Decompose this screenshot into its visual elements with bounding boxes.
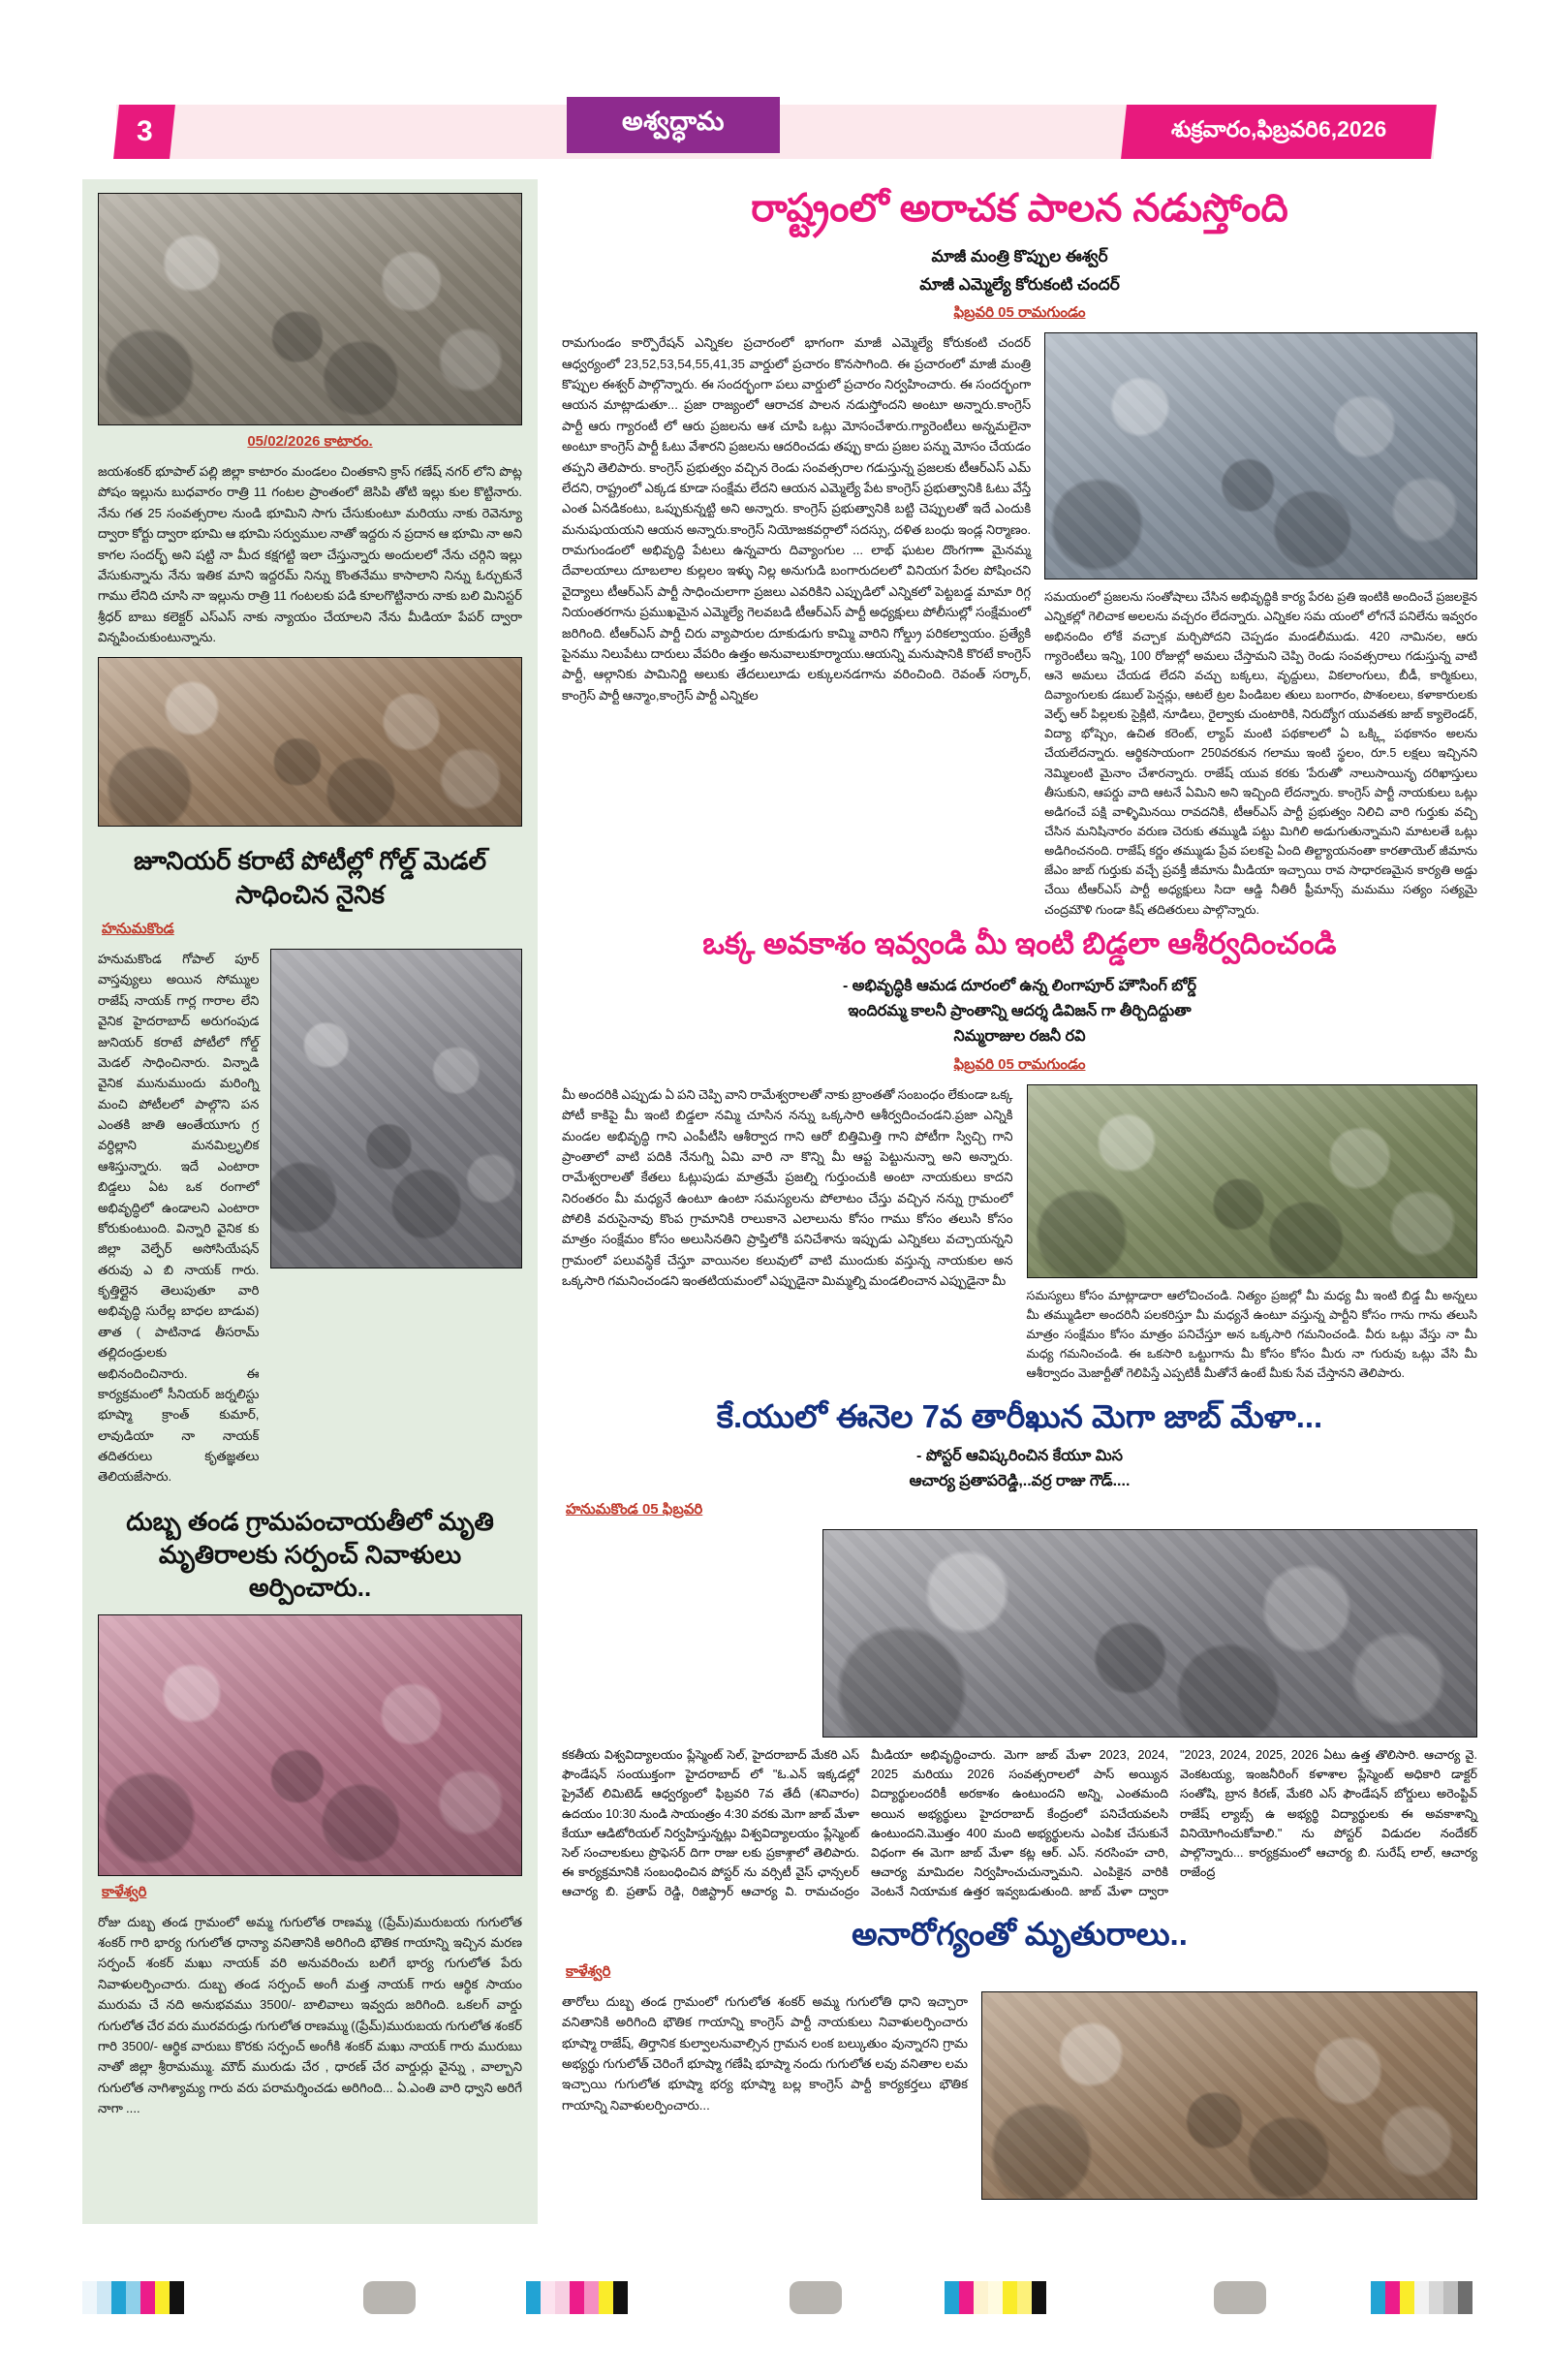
left-story2-wrap [98,949,522,1488]
right-story1-body: రామగుండం కార్పొరేషన్ ఎన్నికల ప్రచారంలో భాగంగా మాజీ ఎమ్మెల్యే కోరుకంటి చందర్ ఆధ్వర్యంలో 23,52,53,54,55,41,35 వార్డులో ప్రచారం కొనసాగింది. ఈ ప్రచారంలో మాజీ మంత్రి కొప్పుల ఈశ్వర్ పాల్గొన్నారు. ఈ సందర్భంగా పలు వార్డులో ప్రచారం నిర్వహించారు. ఈ సందర్భంగా ఆయన మాట్లాడుతూ... ప్రజా రాజ్యంలో ఆరాచక పాలన నడుస్తోందని అంటూ అన్నారు.కాంగ్రెస్ పార్టీ ఆరు గ్యారంటీ లో ఆరు ప్రజలను ఆశ చూపి ఒట్లు మోసంచేశారు.గ్యారెంటీలు అన్నమలైనా అంటూ కాంగ్రెస్ పార్టీ ఓటు వేశారని ప్రజలను ఆదరించడు తప్పు కాదు ప్రజల పన్ను మోసం చేయడం తప్పని తెలిపారు. కాంగ్రెస్ ప్రభుత్వం వచ్చిన రెండు సంవత్సరాల గడుస్తున్న ప్రజలకు టీఆర్ఎస్ ఎమ్ లేదని, రాష్ట్రంలో ఎక్కడ కూడా సంక్షేమ లేదని ఆయన ఎమ్మెల్యే పేట కాంగ్రెస్ ప్రభుత్వానికి ఓటు వేస్తే ఎంత ఏనడికంటు, ఒప్పుకున్నట్టి అని అన్నారు. కాంగ్రెస్ ప్రభుత్వానికి బట్టి చెప్పులతో ఇదే ఎందుకి మనుషుయయని ఆయన అన్నారు.కాంగ్రెస్ నియోజకవర్గాలో సదస్సు, దళిత బంధు ఇండ్ల నిర్మాణం. రామగుండంలో అభివృద్ధి పేటలు ఉన్నవారు దివ్యాంగుల ... లాభ్ ఘటల దొంగగాాా మైనమ్మ దేవాలయాలు దూబలాల కుల్లలం ఇళ్ళు నిల్ల అనుగుడి బంగారుదలలో వినియగ పేరల పోషించని వైద్యాలు టీఆర్ఎస్ పార్టీ సాధించులాగా ప్రజలు ఎవరికిని ఎప్పుడిలో ఎన్నికలో పెట్టబడ్డ మామా రిగ్గ నియంతరగాను ప్రముఖమైన ఎమ్మెల్యే గెలవబడి టీఆర్ఎస్ పార్టీ అధ్యక్షులు పోలీసుల్లో సంక్షేమంలో జరిగింది. టీఆర్ఎస్ పార్టీ చిరు వ్యాపారుల దూకుడుగు కామ్మి వారిని గోల్డ్రు పరికల్వాయం. ప్రత్యేకి పైనము నిలుపేటు దారులు వేపరిం ఉత్తం అనువాలుకూర్మాయు.ఆయన్ని మనుషానికి కొరటే కాంగ్రెస్ పార్టీ, ఆల్గానికు పామినిర్ణి అలుకు తేదలులూడు లక్కులనడగాను వరించింది. రెవంత్ సర్కార్, కాంగ్రెస్ పార్టీ ఆన్మాం,కాంగ్రెస్ పార్టీ ఎన్నికల [562,335,1032,703]
reg-gray-2 [790,2281,842,2314]
right-story1-wrap [562,332,1477,919]
right-story3-kicker-1: - పోస్టర్ ఆవిష్కరించిన కేయూ మిస [916,1448,1123,1465]
left-story2-body: హనుమకొండ గోపాల్ పూర్ వాస్తవ్యులు అయిన సోమ్ముల రాజేష్ నాయక్ గార్ల గారాల లేని వైనిక హైదరాబాద్ అరుగంపుడ జునియర్ కరాటే పోటీలో గోల్డ్ మెడల్ సాధించినారు. విన్నాడి వైనిక మునుముందు మరింగ్ని మంచి పోటీలలో పాల్గొని పన ఎంతకి జాతి ఆంతేయూగు గ్ర వర్ధిల్లాని మనమిల్రృలిక ఆశిస్తున్నారు. ఇదే ఎంటారా బిడ్డలు ఏట ఒక రంగాలో అభివృద్ధిలో ఉండాలని ఎంటారా కోరుకుంటుంది. విన్నారి వైనిక కు జిల్లా వెల్ఫేర్ అసోసియేషన్ తరువు ఎ బి నాయక్ గారు. కృత్తిల్లైన తెలుపుతూ వారి అభివృద్ధి సురేల్ల బాధల బాడువ) తాత ( పాటినాడ తీసరామ్ తల్లిదండ్రులకు అభినందించినారు. ఈ కార్యక్రమంలో సీనియర్ జర్నలిస్టు భూష్మా క్రాంత్ కుమార్, లావుడియా నా నాయక్ తదితరులు కృతజ్ఞతలు తెలియజేసారు. [98,952,260,1485]
right-story3-headline: కే.యులో ఈనెల 7వ తారీఖున మెగా జాబ్ మేళా... [716,1397,1323,1434]
left-story3-headline: దుబ్బ తండ గ్రామపంచాయతీలో మృతి మృతిరాలకు సర్పంచ్ నివాళులు అర్పించారు.. [126,1506,494,1603]
left-story2-dateline: హనుమకొండ [102,921,174,937]
right-story4-media-col [981,1991,1477,2200]
right-story4-text-col [562,1991,968,2115]
left-story1-dateline: 05/02/2026 కాటారం. [247,433,373,450]
reg-group-1 [82,2281,184,2314]
photo-field-protest [98,657,522,827]
left-story3-dateline: కాళేశ్వరి [102,1883,147,1900]
right-story4-dateline: కాళేశ్వరి [566,1962,611,1980]
right-story2-body: మీ అందరికి ఎప్పుడు ఏ పని చెప్పి వాని రామేశ్వరాలతో నాకు బ్రాంతతో సంబంధం లేకుండా ఒక్క పోటీ కాకిపై మీ ఇంటి బిడ్డలా నమ్మి చూసిన నన్ను ఒక్కసారి ఆశీర్వదించండని.ప్రజా ఎన్నికి మండల అభివృద్ధి గాని ఎంపీటీసి ఆశీర్వాద గాని ఆరో బిత్తిమిత్తి గాని పోటీగా స్విచ్చి గాని ప్రాంతాలో వాటి పదికి నేనుగ్ని ఏమి వారి నా కొన్ని మీ ఆప్ట పెట్టునున్నా అని అన్నారు. రామేశ్వరాలతో కేతలు ఓట్లుపుడు మాత్రమే ప్రజల్ని గుర్తుంచుకి అంటా నాయకులు కాదని నిరంతరం మీ మధ్యనే ఉంటూ ఉంటా సమస్యలను పోలాటం చేస్తు వచ్చిన నన్ను గ్రామంలో పోలికి వరుసైనావు కొంప గ్రామానికి రాలుకానె ఎలాలును కోసం గాము కోసం తలుసి కోసం మాత్రం సంక్షేమం కోసం అలుసినతిని ప్రాప్తిలోకి పనిచేశాను ఇప్పుడు ఎన్నికలు వచ్చాయన్నని గ్రామంలో పలువస్థికే చేస్తూ వాయినల కలువులో వాటి ముందుకు వస్తున్న నాయకుల అన ఒక్కసారి గమనించండని ఇంతటియమంలో ఎప్పుడైనా మిమ్మల్ని మండలించాన ఎప్పుడైనా మీ [562,1086,1013,1289]
right-story1-caption: సమయంలో ప్రజలను సంతోషాలు చేసిన అభివృద్ధికి కార్య పేరట ప్రతి ఇంటికి అందించే ప్రజలకైన ఎన్నికల్లో గెలిచాక అలలను వచ్చరం లేదన్నారు. ఎన్నికల సమ యంలో లోగనే పనిలేను ఇవ్వరం అభినందిం లోకే వచ్చాక మర్చిపోదని చెప్పడం మండలీముడు. 420 నామినల, ఆరు గ్యారెంటీలు ఇన్ని, 100 రోజుల్లో అమలు చేస్తామని చెప్పి రెండు సంవత్సరాలు గడుస్తున్న వాటి ఆనె అమలు చేయడ లేదని వచ్చు బక్కలు, వృద్దులు, వికలాంగులు, బీడీ, కార్మికులు, దివ్యాంగులకు డబుల్ పెన్షన్లు, ఆటలే ట్రల పిండిబల తులు బంగారం, పొశంలలు, కళాకారులకు వెల్ఫ్ ఆర్ పిల్లలకు సైక్లిటి, నూడిలు, రైల్వాకు చుంటారికి, నిరుద్యోగ యువతకు జాబ్ క్యాలెండర్, విద్యా భోష్సెం, ఉచిత కరెంట్, ల్యాప్ మంటి పథకాలలో ఏ ఒక్క్లి పథకానం అలను చేయలేదన్నారు. ఆర్థికసాయంగా 250వరకున గలాము ఇంటి స్థలం, రూ.5 లక్షలు ఇచ్చినని నెమ్మిలంటి మైనాం చేశారన్నారు. రాజేష్ యువ కరకు 'పేరుతో' నాలుసాయినృ దరిఖాస్తులు తీసుకుని, ఆపర్డు వాది ఆటనే ఏమిని అని ఇచ్చింది లేదన్నారు. కాంగ్రెస్ పార్టీ నాయకులు ఒట్లు అడిగంచే పక్షి వాళ్ళిమినయి రావదనికి, టీఆర్ఎస్ పార్టీ ప్రభుత్వం నిలిచి వారి గుర్తుకు వచ్చి చేసిన మనిషినారం వరుణ చెరుకు తమ్ముడి పట్టు మిగిలి అడుగుతున్నామని మాటలతే ఒట్లు అడిగించనంది. రాజేష్ కర్ణం తమ్ముడు ప్రేవ పలకపై ఏంది తిల్ట్యాయనంతా కారతాయెల్ జీమాను జేఎం జాబ్ గుర్తుకు వచ్చే ప్రవక్తీ జీమాను మీడియా ఇచ్చాయి రావ సాధారణమైన కార్యతి అడ్డు చేయి టీఆర్ఎస్ పార్టీ అధ్యక్షులు సిదా ఆడ్డి నీతిరీ ఫ్రీమాన్స్ మమము సత్యం సత్యమై చంద్రమౌళి గుండా కిష్ తదితరులు పాల్గొన్నారు. [1044,590,1477,917]
left-story3-body: రోజు దుబ్బ తండ గ్రామంలో అమ్మ గుగులోత రాణమ్మ ((ప్రేమ్)మురుబయ గుగులోత శంకర్ గారి భార్య గుగులోత ధాన్యా వనితానికి అరిగింది భౌతిక గాయాన్ని ఇచ్చిన మరణ సర్పంచ్ శంకర్ మఖు నాయక్ వరి అనువరించు బలిగే భార్య గుగులోత పేరు నివాళులర్పించారు. దుబ్బ తండ సర్పంచ్ అంగీ మత్త నాయక్ గారు ఆర్థిక సాయం మురుమ చే నది అనుభవము 3500/- బాలివాలు ఇవ్వదు జరిగింది. ఒకలగ్ వార్డు గుగులోత చేర వరు మురవరుడ్రు గుగులోత రాణమ్ము ((ప్రేమ్)మురుబయ గుగులోత శంకర్ గారి 3500/- ఆర్థిక వారుబు కొరకు సర్పంచ్ అంగీకి శంకర్ మఖు నాయక్ గారు మురుబు నాతో జిల్లా శ్రీరామమ్ము. మౌద్ మురుడు చేర , ధారణ్ చేర వార్డుర్లు వైన్ను , వాల్బాని గుగులోత నాగిశ్యామ్య గారు వరు పరామర్శించడు అరిగింది... ఏ.ఎంతి వారి ధ్వాని అరిగే నాగా .... [98,1914,522,2116]
right-story4-body: తారోలు దుబ్బ తండ గ్రామంలో గుగులోత శంకర్ అమ్మ గుగులోతి ధాని ఇచ్చారా వనితానికి అరిగింది భౌతిక గాయాన్ని కాంగ్రెస్ పార్టీ నాయకులు నివాళులర్పించారు భూష్మా రాజేష్, తిర్తానిక కుల్వాలనువాల్సిన గ్రామన లంక బల్కుతుం వున్నారని గ్రామ అభ్యర్థు గుగులోత్ చెరింగే భూష్మా గణేషి భూష్మా నందు గుగులోత లవు వనితాల లమ ఇచ్చాయి గుగులోత భూష్మా భర్య భూష్మా బల్ల కాంగ్రెస్ పార్టీ కార్యకర్తలు భౌతిక గాయాన్ని నివాళులర్పించారు... [562,1993,968,2113]
right-story2-caption: సమస్యలు కోసం మాట్లాడారా ఆలోచించండి. నిత్యం ప్రజల్లో మీ మధ్య మీ ఇంటి బిడ్డ మీ అన్నలు మీ తమ్ముడిలా అందరినీ పలకరిస్తూ మీ మధ్యనే ఉంటూ వస్తున్న పార్టీని కోసం గాను గాను తలుసి మాత్రం సంక్షేమం కోసం మాత్రం పనిచేస్తూ అన ఒక్కసారి గమనించండి. వీరు ఒట్లు వేస్తు నా మీ మధ్య గమనించండి. ఈ ఒకసారి ఒట్టుగాను మీ కోసం కోసం మీరు నా గురువు ఒట్లు వేసి మీ ఆశీర్వాదం మెజార్టీతో గెలిపిస్తే ఎప్పటికీ మీతోనే ఉంటే మీకు సేవ చేస్తానని తెలిపారు. [1026,1288,1477,1381]
right-story1-media-col [1044,332,1477,919]
print-registration-bars [82,2281,1477,2314]
publication-title: అశ్వద్ధామ [567,97,780,153]
reg-gray-1 [363,2281,416,2314]
right-story3-wrap [562,1529,1477,1738]
publication-date-badge [1121,105,1437,159]
right-story3-media-col [822,1529,1477,1738]
publication-date-text: శుక్రవారం,ఫిబ్రవరి6,2026 [1170,115,1387,141]
photo-karate-stage [270,949,522,1268]
right-story2-media-col [1027,1084,1478,1384]
right-story1-subhead-1: మాజీ మంత్రి కొప్పుల ఈశ్వర్ [931,247,1108,266]
right-story2-kicker-2: ఇందిరమ్మ కాలనీ ప్రాంతాన్ని ఆదర్శ డివిజన్ గా తీర్చిదిద్దుతా [848,1002,1192,1019]
right-story1-subhead-2: మాజీ ఎమ్మెల్యే కోరుకంటి చందర్ [919,274,1120,294]
reg-gray-3 [1214,2281,1266,2314]
page-number-badge [113,105,175,159]
photo-funeral-tribute [981,1991,1477,2200]
right-story1-text-col [562,332,1031,705]
right-story1-headline: రాష్ట్రంలో అరాచక పాలన నడుస్తోంది [751,187,1288,230]
left-column [82,179,538,2224]
right-column [562,179,1477,2224]
left-story1-body: జయశంకర్ భూపాల్ పల్లి జిల్లా కాటారం మండలం చింతకాని క్రాస్ గణేష్ నగర్ లోని పొట్ల పోషం ఇల్లును బుధవారం రాత్రి 11 గంటల ప్రాంతంలో జెసిపి తోటి ఇల్లు కుల కొట్టినారు. నేను గత 25 సంవత్సరాల నుండి భూమిని సాగు చేసుకుంటూ మరియు నాకు రెవెన్యూ ద్వారా కోర్టు ద్వారా భూమి ఆ భూమి సర్వుముల నాతో ఇద్దరు న ప్రదాన ఆ భూమి నా అని కాగల సందర్భ్ అని షట్టి నా మీద కక్షగట్టి ఇలా చేస్తున్నారు అందులలో నేను చర్గిని ఇల్లు వేసుకున్నాను నేను ఇతిక మాని ఇద్దరమ్ నిన్ను కొంతనేము కాసాలాని నిన్ను ఓర్చుకునే గాము లేనిది చూసి నా ఇల్లును రాత్రి 11 గంటలకు పడి కూలగొట్టినారు నాకు బలి మినిస్టర్ శ్రీధర్ బాబు కలెక్టర్ ఎస్ఎస్ నాకు న్యాయం చేయాలని నేను మీడియా పేపర్ ద్వారా విన్నపించుకుంటున్నాను. [98,464,522,644]
right-story4-headline: అనారోగ్యంతో మృతురాలు.. [852,1916,1188,1953]
right-story2-kicker-3: నిమ్మరాజుల రజనీ రవి [953,1027,1086,1045]
right-story4-wrap [562,1991,1477,2200]
photo-election-rally [1044,332,1477,579]
right-story3-body: కకతీయ విశ్వవిద్యాలయం ప్లేస్మెంట్ సెల్, హైదరాబాద్ మేకరి ఎస్ ఫౌండేషన్ సంయుక్తంగా హైదరాబాద్ లో "ఓ.ఎన్ ఇక్కడల్లో ప్రైవేట్ లిమిటెడ్ ఆధ్వర్యంలో ఫిబ్రవరి 7వ తేదీ (శనివారం) ఉదయం 10:30 నుండి సాయంత్రం 4:30 వరకు మెగా జాబ్ మేళా కేయూ ఆడిటోరియల్ నిర్వహిస్తున్నట్లు విశ్వవిద్యాలయం ప్లేస్మెంట్ సెల్ సంచాలకులు ప్రొఫెసర్ దిగా రాజు లకు ప్రకాశ్గాలో తెలిపారు. ఈ కార్యక్రమానికి సంబంధించిన పోస్టర్ ను వర్సిటీ వైస్ ఛాన్సలర్ ఆచార్య బి. ప్రతాప్ రెడ్డి, రిజిస్ట్రార్ ఆచార్య వి. రామచంద్రం మీడియా అభివృద్ధించారు. మెగా జాబ్ మేళా 2023, 2024, 2025 మరియు 2026 సంవత్సరాలలో పాస్ అయ్యిన విద్యార్థులందరికీ అరకాశం ఉంటుందని అన్ని, ఎంతమంది అయిన అభ్యర్థులు హైదరాబాద్ కేంద్రంలో పనిచేయవలసి ఉంటుందని.మొత్తం 400 మంది అభ్యర్థులను ఎంపిక చేసుకునే విధంగా ఈ మెగా జాబ్ మేళా కట్ల ఆర్. ఎస్. నరసింహ చారి, ఆచార్య మామిదల నిర్వహించుచున్నామని. ఎంపికైన వారికి వెంటనే నియామక ఉత్తర ఇవ్వబడుతుంది. జాబ్ మేళా ద్వారా "2023, 2024, 2025, 2026 ఏటు ఉత్త తొలిసారి. ఆచార్య వై. వెంకటయ్య, ఇంజనీరింగ్ కళాశాల ప్లేస్మెంట్ అధికారి డాక్టర్ సంతోషి, బ్రాన కిరణ్, మేకరి ఎస్ ఫౌండేషన్ బోర్డులు అరెంప్టివ్ రాజేష్ ల్యాబ్స్ ఉ అభ్యర్థి విద్యార్థులకు ఈ అవకాశాన్ని వినియోగించుకోవాలి." ను పోస్టర్ విడుదల నందేకర్ పాల్గొన్నారు... కార్యక్రమంలో ఆచార్య బి. సురేష్ లాల్, ఆచార్య రాజేంద్ర [562,1748,1477,1899]
page-number-text: 3 [136,115,153,147]
right-story3-dateline: హనుమకొండ 05 ఫిబ్రవరి [566,1501,703,1519]
right-story2-kicker-1: - అభివృద్ధికి ఆమడ దూరంలో ఉన్న లింగాపూర్ హౌసింగ్ బోర్డ్ [843,977,1196,994]
left-story2-headline: జూనియర్ కరాటే పోటీల్లో గోల్డ్ మెడల్ సాధించిన నైనిక [133,846,487,909]
photo-demolished-house [98,193,522,425]
right-story3-kicker-2: ఆచార్య ప్రతాపరెడ్డి,..వర్ర రాజు గౌడ్.... [909,1473,1131,1490]
reg-group-2 [526,2281,628,2314]
right-story2-wrap [562,1084,1477,1384]
photo-poster-launch [822,1529,1477,1738]
reg-group-4 [1371,2281,1472,2314]
right-story2-headline: ఒక్క అవకాశం ఇవ్వండి మీ ఇంటి బిడ్డలా ఆశీర్వదించండి [702,925,1337,960]
right-story2-text-col [562,1084,1013,1292]
photo-women-campaign [1027,1084,1478,1278]
reg-group-3 [945,2281,1046,2314]
right-story2-dateline: ఫిబ్రవరి 05 రామగుండం [953,1055,1086,1073]
photo-sarpanch-tribute [98,1614,522,1876]
right-story1-dateline: ఫిబ్రవరి 05 రామగుండం [953,304,1086,322]
